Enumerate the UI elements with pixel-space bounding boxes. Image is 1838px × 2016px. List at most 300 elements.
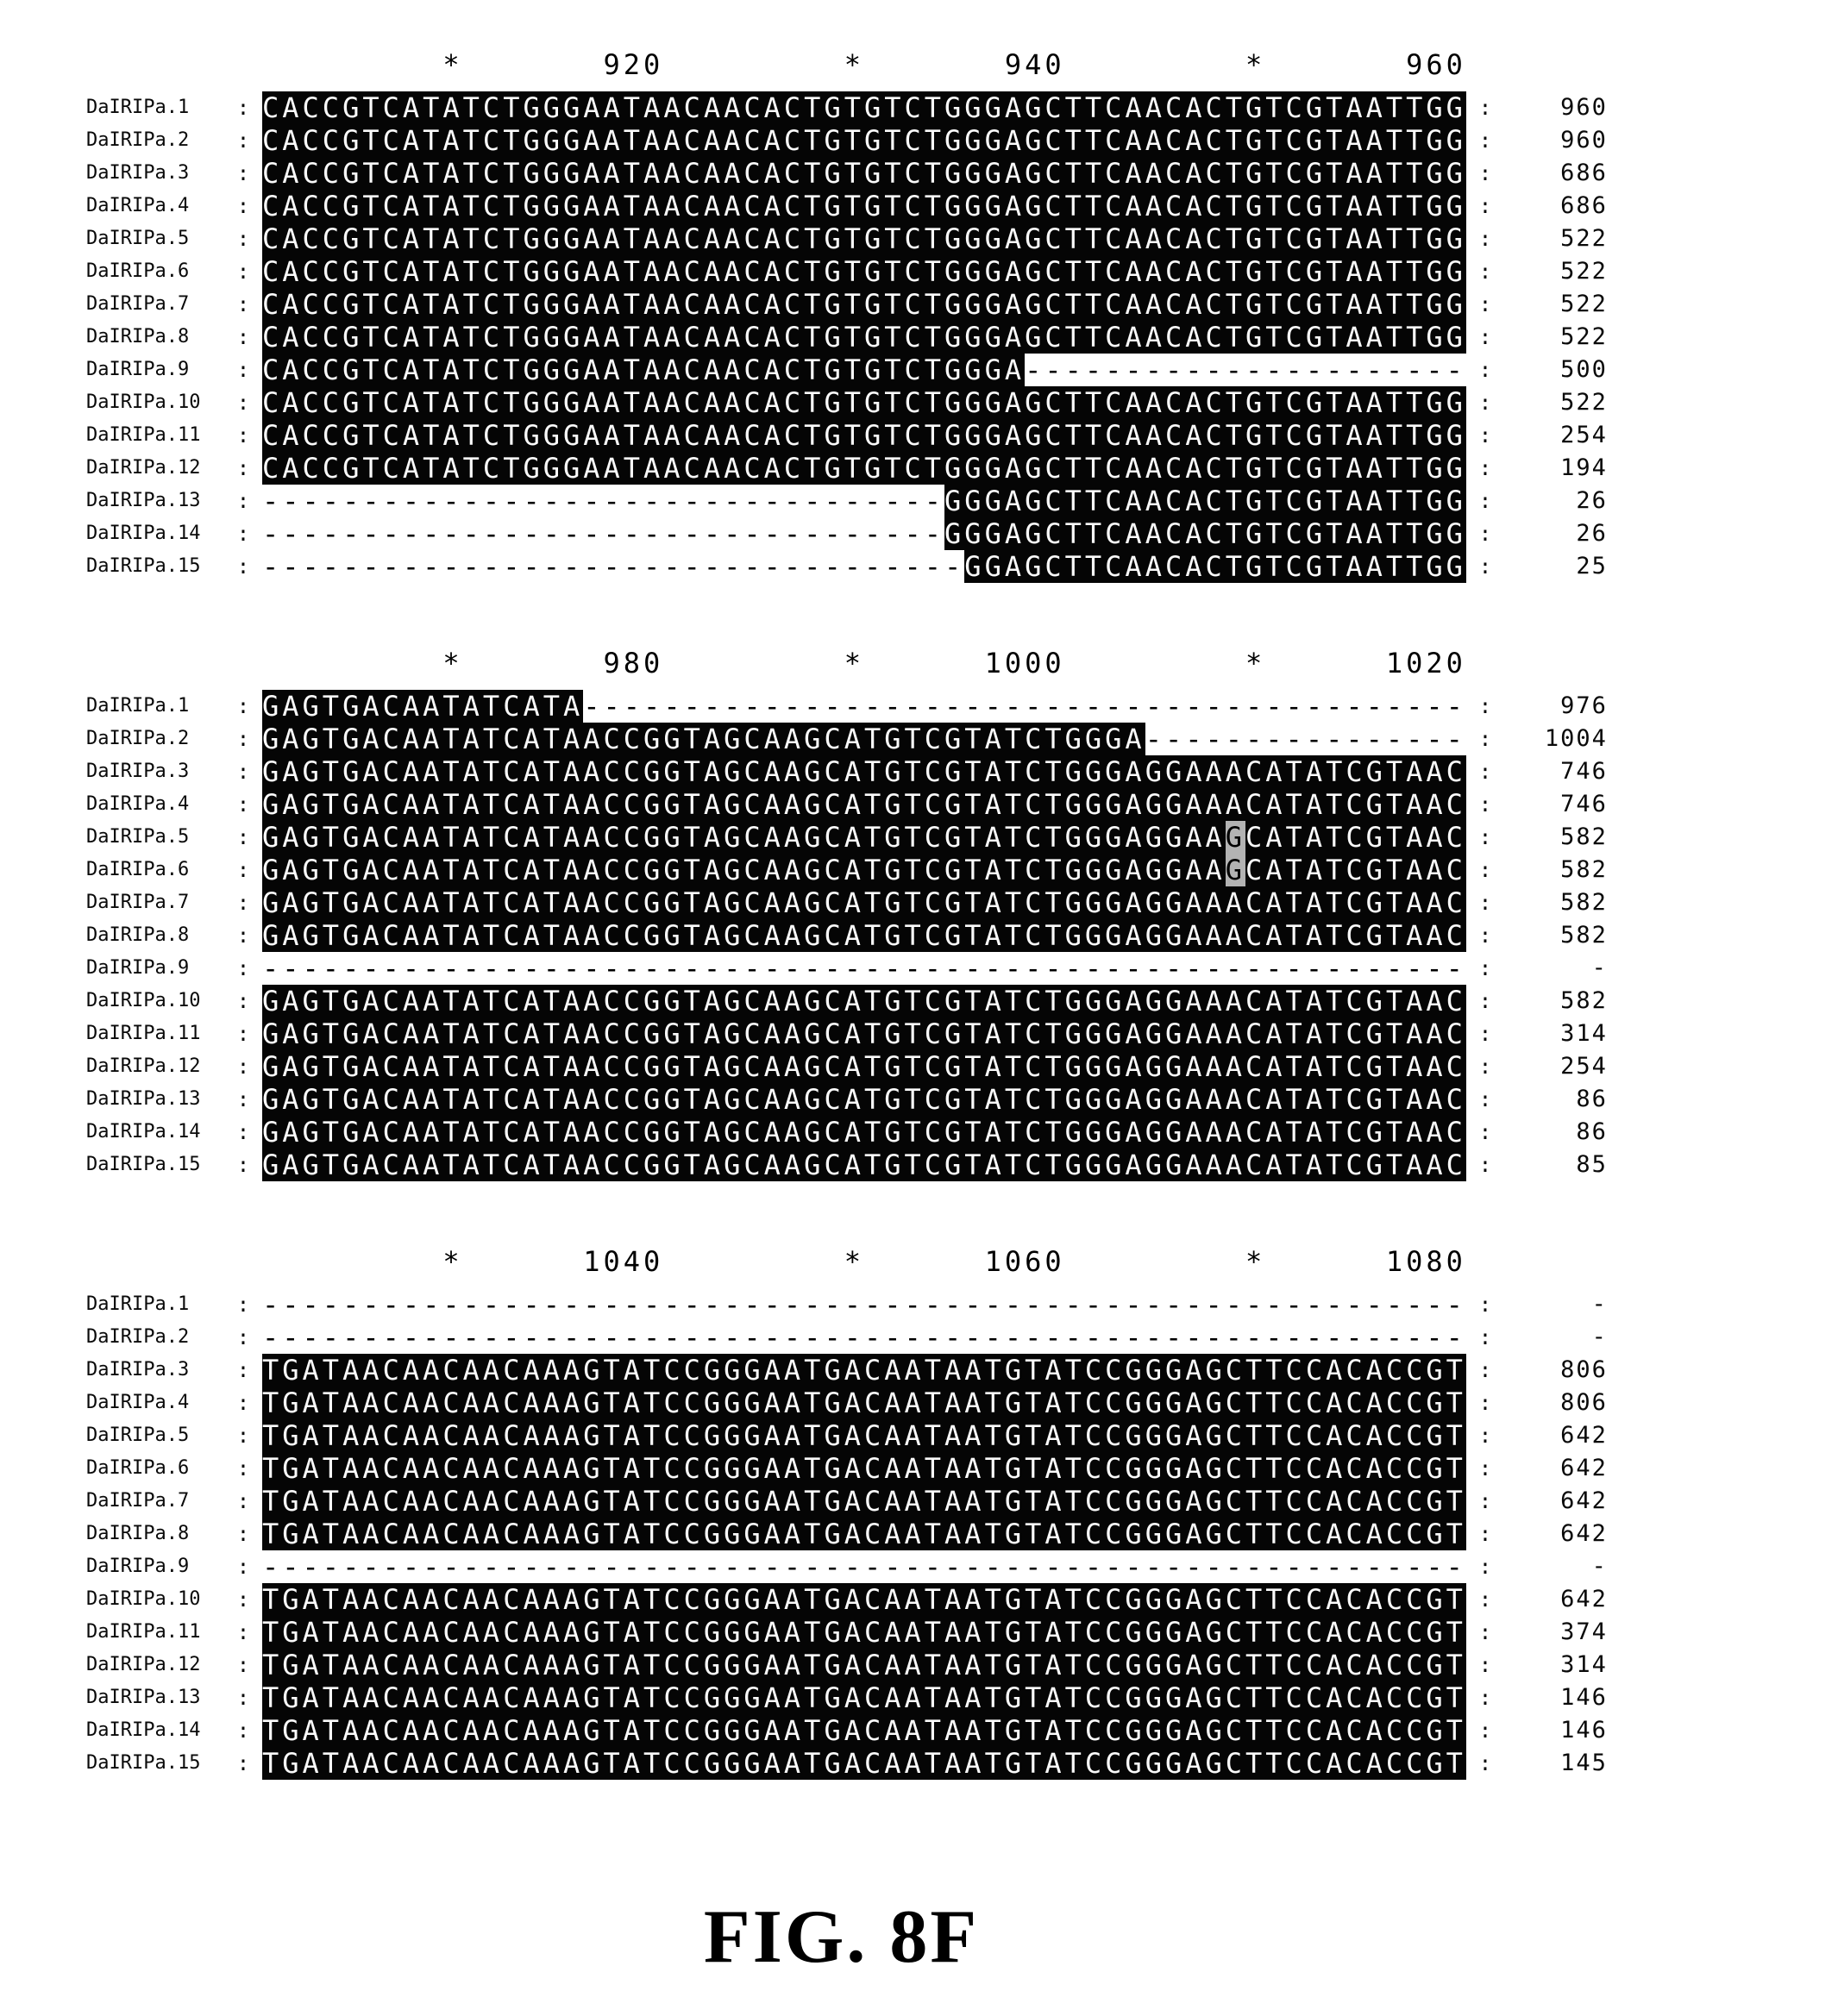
colon-separator: : (1478, 727, 1492, 751)
sequence-cells (262, 91, 1466, 124)
colon-separator: : (1478, 989, 1492, 1013)
colon-separator: : (236, 1120, 250, 1144)
ruler-text: * 1040 * 1060 * 1080 (262, 1245, 1466, 1278)
end-position: 314 (1560, 1651, 1608, 1678)
alignment-row (86, 1452, 1838, 1485)
colon-separator: : (1478, 391, 1492, 415)
end-position: 26 (1576, 520, 1608, 547)
alignment-row (86, 190, 1838, 222)
sequence-label: DaIRIPa.12 (86, 1055, 201, 1077)
end-position: 582 (1560, 889, 1608, 916)
alignment-block-1 (86, 48, 1838, 583)
sequence-label: DaIRIPa.1 (86, 1293, 190, 1315)
sequence-segment-match: TGATAACAACAACAAAGTATCCGGGAATGACAATAATGTATCCGGGAGCTTCCACACCGT (262, 1649, 1466, 1681)
colon-separator: : (236, 489, 250, 513)
sequence-label: DaIRIPa.11 (86, 1023, 201, 1044)
colon-separator: : (1478, 923, 1492, 948)
colon-separator: : (236, 325, 250, 349)
colon-separator: : (236, 227, 250, 251)
sequence-cells (262, 985, 1466, 1017)
colon-separator: : (236, 760, 250, 784)
colon-separator: : (1478, 96, 1492, 120)
sequence-cells (262, 288, 1466, 321)
end-position: 642 (1560, 1455, 1608, 1481)
end-position: 582 (1560, 823, 1608, 850)
end-position: 314 (1560, 1020, 1608, 1047)
sequence-segment-variant: G (1225, 821, 1246, 854)
colon-separator: : (236, 727, 250, 751)
colon-separator: : (1478, 1424, 1492, 1448)
alignment-row (86, 1387, 1838, 1419)
alignment-row (86, 124, 1838, 157)
sequence-segment-match: CACCGTCATATCTGGGAATAACAACACTGTGTCTGGGAGCTTCAACACTGTCGTAATTGG (262, 190, 1466, 222)
sequence-segment-match: CACCGTCATATCTGGGAATAACAACACTGTGTCTGGGAGCTTCAACACTGTCGTAATTGG (262, 419, 1466, 452)
colon-separator: : (236, 1022, 250, 1046)
sequence-cells (262, 788, 1466, 821)
alignment-row (86, 1518, 1838, 1550)
sequence-segment-match: TGATAACAACAACAAAGTATCCGGGAATGACAATAATGTATCCGGGAGCTTCCACACCGT (262, 1354, 1466, 1387)
ruler-separator-spacer (1466, 647, 1504, 679)
colon-separator: : (236, 292, 250, 316)
alignment-row (86, 1681, 1838, 1714)
sequence-segment-match: GAGTGACAATATCATAACCGGTAGCAAGCATGTCGTATCTGGGAGGAAACATATCGTAAC (262, 1050, 1466, 1083)
colon-separator: : (236, 358, 250, 382)
alignment-block-3 (86, 1245, 1838, 1780)
colon-separator: : (1478, 1686, 1492, 1710)
sequence-segment-match: GGAGCTTCAACACTGTCGTAATTGG (964, 550, 1466, 583)
sequence-label: DaIRIPa.5 (86, 1424, 190, 1446)
sequence-segment-gap: ---------------------- (1025, 354, 1466, 386)
position-ruler (86, 1245, 1838, 1278)
alignment-row (86, 886, 1838, 919)
sequence-segment-match: CACCGTCATATCTGGGAATAACAACACTGTGTCTGGGAGCTTCAACACTGTCGTAATTGG (262, 386, 1466, 419)
sequence-segment-match: CACCGTCATATCTGGGAATAACAACACTGTGTCTGGGAGCTTCAACACTGTCGTAATTGG (262, 255, 1466, 288)
colon-separator: : (1478, 1391, 1492, 1415)
alignment-row (86, 1583, 1838, 1616)
alignment-row (86, 517, 1838, 550)
colon-separator: : (1478, 825, 1492, 849)
sequence-segment-match: TGATAACAACAACAAAGTATCCGGGAATGACAATAATGTATCCGGGAGCTTCCACACCGT (262, 1387, 1466, 1419)
sequence-cells (262, 550, 1466, 583)
sequence-cells (262, 485, 1466, 517)
alignment-row (86, 1017, 1838, 1050)
alignment-row (86, 690, 1838, 723)
colon-separator: : (1478, 292, 1492, 316)
colon-separator: : (236, 260, 250, 284)
sequence-cells (262, 1714, 1466, 1747)
end-position: 976 (1560, 692, 1608, 719)
colon-separator: : (1478, 1751, 1492, 1775)
colon-separator: : (236, 554, 250, 579)
alignment-row (86, 1714, 1838, 1747)
ruler-separator-spacer (1466, 48, 1504, 81)
ruler-cells (262, 1245, 1466, 1278)
colon-separator: : (236, 1751, 250, 1775)
colon-separator: : (1478, 792, 1492, 817)
colon-separator: : (236, 1522, 250, 1546)
sequence-label: DaIRIPa.1 (86, 97, 190, 118)
alignment-row (86, 1149, 1838, 1181)
sequence-segment-gap: ----------------------------------- (262, 550, 965, 583)
end-position: 146 (1560, 1717, 1608, 1744)
end-position: 522 (1560, 225, 1608, 252)
end-position: 642 (1560, 1586, 1608, 1612)
figure-caption: FIG. 8F (703, 1895, 980, 1979)
sequence-label: DaIRIPa.11 (86, 1621, 201, 1643)
sequence-label: DaIRIPa.9 (86, 957, 190, 979)
end-position: 642 (1560, 1422, 1608, 1449)
sequence-segment-match: TGATAACAACAACAAAGTATCCGGGAATGACAATAATGTATCCGGGAGCTTCCACACCGT (262, 1616, 1466, 1649)
sequence-segment-match: GAGTGACAATATCATAACCGGTAGCAAGCATGTCGTATCTGGGA (262, 723, 1145, 755)
ruler-cells (262, 48, 1466, 81)
sequence-cells (262, 1649, 1466, 1681)
colon-separator: : (1478, 325, 1492, 349)
colon-separator: : (1478, 423, 1492, 448)
sequence-label: DaIRIPa.2 (86, 1326, 190, 1348)
colon-separator: : (1478, 456, 1492, 480)
sequence-cells (262, 755, 1466, 788)
sequence-cells (262, 1452, 1466, 1485)
sequence-label: DaIRIPa.4 (86, 1392, 190, 1413)
colon-separator: : (1478, 1325, 1492, 1349)
colon-separator: : (1478, 1456, 1492, 1481)
colon-separator: : (1478, 1358, 1492, 1382)
sequence-label: DaIRIPa.2 (86, 129, 190, 151)
end-position: 86 (1576, 1118, 1608, 1145)
colon-separator: : (236, 194, 250, 218)
alignment-row (86, 1550, 1838, 1583)
sequence-cells (262, 255, 1466, 288)
alignment-row (86, 1616, 1838, 1649)
sequence-label: DaIRIPa.14 (86, 1121, 201, 1143)
sequence-label: DaIRIPa.15 (86, 1752, 201, 1774)
alignment-row (86, 419, 1838, 452)
colon-separator: : (1478, 1087, 1492, 1111)
end-position: 25 (1576, 553, 1608, 579)
end-position: 582 (1560, 987, 1608, 1014)
sequence-label: DaIRIPa.7 (86, 892, 190, 913)
alignment-row (86, 485, 1838, 517)
sequence-cells (262, 919, 1466, 952)
colon-separator: : (1478, 891, 1492, 915)
colon-separator: : (1478, 1653, 1492, 1677)
colon-separator: : (1478, 1120, 1492, 1144)
sequence-label: DaIRIPa.4 (86, 195, 190, 216)
alignment-row (86, 321, 1838, 354)
sequence-label: DaIRIPa.13 (86, 490, 201, 511)
colon-separator: : (236, 1293, 250, 1317)
end-position: 960 (1560, 94, 1608, 121)
sequence-segment-match: GGGAGCTTCAACACTGTCGTAATTGG (944, 485, 1466, 517)
sequence-cells (262, 1050, 1466, 1083)
end-position: 254 (1560, 422, 1608, 448)
end-position: 806 (1560, 1356, 1608, 1383)
colon-separator: : (1478, 1719, 1492, 1743)
sequence-label: DaIRIPa.5 (86, 228, 190, 249)
colon-separator: : (236, 792, 250, 817)
end-position: 145 (1560, 1750, 1608, 1776)
sequence-segment-match: TGATAACAACAACAAAGTATCCGGGAATGACAATAATGTATCCGGGAGCTTCCACACCGT (262, 1419, 1466, 1452)
sequence-label: DaIRIPa.8 (86, 1523, 190, 1544)
alignment-row (86, 157, 1838, 190)
end-position: 522 (1560, 291, 1608, 317)
end-position: 686 (1560, 160, 1608, 186)
end-position: 194 (1560, 454, 1608, 481)
position-ruler (86, 647, 1838, 679)
sequence-cells (262, 1747, 1466, 1780)
sequence-segment-match: CACCGTCATATCTGGGAATAACAACACTGTGTCTGGGA (262, 354, 1026, 386)
sequence-label: DaIRIPa.7 (86, 293, 190, 315)
colon-separator: : (236, 989, 250, 1013)
alignment-row (86, 723, 1838, 755)
sequence-label: DaIRIPa.15 (86, 1154, 201, 1175)
colon-separator: : (1478, 260, 1492, 284)
colon-separator: : (236, 858, 250, 882)
sequence-label: DaIRIPa.15 (86, 555, 201, 577)
alignment-row (86, 919, 1838, 952)
sequence-cells (262, 452, 1466, 485)
sequence-cells (262, 1550, 1466, 1583)
colon-separator: : (1478, 694, 1492, 718)
sequence-segment-match: CACCGTCATATCTGGGAATAACAACACTGTGTCTGGGAGCTTCAACACTGTCGTAATTGG (262, 124, 1466, 157)
sequence-cells (262, 321, 1466, 354)
sequence-segment-match: TGATAACAACAACAAAGTATCCGGGAATGACAATAATGTATCCGGGAGCTTCCACACCGT (262, 1485, 1466, 1518)
ruler-cells (262, 647, 1466, 679)
colon-separator: : (236, 694, 250, 718)
sequence-segment-match: TGATAACAACAACAAAGTATCCGGGAATGACAATAATGTATCCGGGAGCTTCCACACCGT (262, 1452, 1466, 1485)
sequence-cells (262, 1017, 1466, 1050)
sequence-segment-match: TGATAACAACAACAAAGTATCCGGGAATGACAATAATGTATCCGGGAGCTTCCACACCGT (262, 1714, 1466, 1747)
alignment-row (86, 1419, 1838, 1452)
ruler-label-spacer (86, 48, 224, 81)
sequence-segment-match: TGATAACAACAACAAAGTATCCGGGAATGACAATAATGTATCCGGGAGCTTCCACACCGT (262, 1583, 1466, 1616)
sequence-cells (262, 386, 1466, 419)
end-position: 582 (1560, 856, 1608, 883)
sequence-label: DaIRIPa.10 (86, 391, 201, 413)
sequence-segment-match: GAGTGACAATATCATAACCGGTAGCAAGCATGTCGTATCTGGGAGGAAACATATCGTAAC (262, 1083, 1466, 1116)
colon-separator: : (236, 1358, 250, 1382)
sequence-segment-match: GAGTGACAATATCATA (262, 690, 584, 723)
colon-separator: : (1478, 956, 1492, 980)
sequence-cells (262, 1616, 1466, 1649)
position-ruler (86, 48, 1838, 81)
sequence-segment-match: TGATAACAACAACAAAGTATCCGGGAATGACAATAATGTATCCGGGAGCTTCCACACCGT (262, 1518, 1466, 1550)
colon-separator: : (1478, 358, 1492, 382)
colon-separator: : (236, 456, 250, 480)
alignment-row (86, 1485, 1838, 1518)
ruler-separator-spacer (224, 647, 262, 679)
colon-separator: : (236, 161, 250, 185)
end-position: 85 (1576, 1151, 1608, 1178)
alignment-row (86, 1747, 1838, 1780)
sequence-cells (262, 1485, 1466, 1518)
sequence-label: DaIRIPa.8 (86, 924, 190, 946)
sequence-label: DaIRIPa.6 (86, 260, 190, 282)
sequence-label: DaIRIPa.10 (86, 990, 201, 1011)
alignment-row (86, 854, 1838, 886)
sequence-cells (262, 222, 1466, 255)
sequence-segment-match: GAGTGACAATATCATAACCGGTAGCAAGCATGTCGTATCTGGGAGGAAACATATCGTAAC (262, 788, 1466, 821)
alignment-row (86, 91, 1838, 124)
colon-separator: : (236, 391, 250, 415)
alignment-block-2 (86, 647, 1838, 1181)
ruler-label-spacer (86, 1245, 224, 1278)
sequence-cells (262, 517, 1466, 550)
sequence-segment-gap: ---------------------------------- (262, 485, 945, 517)
colon-separator: : (1478, 1489, 1492, 1513)
sequence-segment-match: CACCGTCATATCTGGGAATAACAACACTGTGTCTGGGAGCTTCAACACTGTCGTAATTGG (262, 321, 1466, 354)
sequence-segment-match: CACCGTCATATCTGGGAATAACAACACTGTGTCTGGGAGCTTCAACACTGTCGTAATTGG (262, 157, 1466, 190)
ruler-separator-spacer (224, 48, 262, 81)
sequence-label: DaIRIPa.14 (86, 523, 201, 544)
colon-separator: : (1478, 1055, 1492, 1079)
sequence-cells (262, 1321, 1466, 1354)
sequence-label: DaIRIPa.9 (86, 359, 190, 380)
colon-separator: : (236, 1391, 250, 1415)
end-position: 522 (1560, 389, 1608, 416)
sequence-cells (262, 1149, 1466, 1181)
colon-separator: : (236, 1719, 250, 1743)
alignment-row (86, 452, 1838, 485)
colon-separator: : (1478, 1022, 1492, 1046)
alignment-row (86, 788, 1838, 821)
sequence-cells (262, 124, 1466, 157)
end-position: 686 (1560, 192, 1608, 219)
colon-separator: : (1478, 1620, 1492, 1644)
sequence-segment-match: GAGTGACAATATCATAACCGGTAGCAAGCATGTCGTATCTGGGAGGAAACATATCGTAAC (262, 886, 1466, 919)
colon-separator: : (236, 1055, 250, 1079)
alignment-row (86, 755, 1838, 788)
end-position: 522 (1560, 323, 1608, 350)
sequence-cells (262, 190, 1466, 222)
sequence-label: DaIRIPa.4 (86, 793, 190, 815)
colon-separator: : (236, 96, 250, 120)
sequence-cells (262, 690, 1466, 723)
end-position: - (1591, 1553, 1608, 1580)
sequence-cells (262, 354, 1466, 386)
sequence-segment-gap: ---------------------------------- (262, 517, 945, 550)
colon-separator: : (236, 1153, 250, 1177)
alignment-row (86, 354, 1838, 386)
sequence-label: DaIRIPa.2 (86, 728, 190, 749)
sequence-segment-match: GAGTGACAATATCATAACCGGTAGCAAGCATGTCGTATCTGGGAGGAAACATATCGTAAC (262, 755, 1466, 788)
alignment-row (86, 1083, 1838, 1116)
colon-separator: : (236, 522, 250, 546)
colon-separator: : (1478, 489, 1492, 513)
sequence-segment-match: CATATCGTAAC (1245, 854, 1466, 886)
colon-separator: : (1478, 1587, 1492, 1612)
sequence-label: DaIRIPa.12 (86, 1654, 201, 1675)
sequence-label: DaIRIPa.10 (86, 1588, 201, 1610)
sequence-label: DaIRIPa.6 (86, 1457, 190, 1479)
end-position: 746 (1560, 791, 1608, 817)
colon-separator: : (236, 825, 250, 849)
sequence-cells (262, 1083, 1466, 1116)
colon-separator: : (236, 1489, 250, 1513)
sequence-label: DaIRIPa.3 (86, 1359, 190, 1381)
sequence-label: DaIRIPa.1 (86, 695, 190, 717)
end-position: 500 (1560, 356, 1608, 383)
sequence-segment-match: CACCGTCATATCTGGGAATAACAACACTGTGTCTGGGAGCTTCAACACTGTCGTAATTGG (262, 91, 1466, 124)
sequence-label: DaIRIPa.14 (86, 1719, 201, 1741)
sequence-segment-gap: -------------------------------------------- (583, 690, 1466, 723)
alignment-row (86, 550, 1838, 583)
sequence-segment-match: GAGTGACAATATCATAACCGGTAGCAAGCATGTCGTATCTGGGAGGAAACATATCGTAAC (262, 985, 1466, 1017)
sequence-segment-gap: ------------------------------------------------------------ (262, 1550, 1466, 1583)
sequence-segment-match: CATATCGTAAC (1245, 821, 1466, 854)
alignment-row (86, 255, 1838, 288)
ruler-separator-spacer (224, 1245, 262, 1278)
alignment-row (86, 1050, 1838, 1083)
end-position: - (1591, 1324, 1608, 1350)
sequence-label: DaIRIPa.3 (86, 761, 190, 782)
colon-separator: : (1478, 1293, 1492, 1317)
alignment-row (86, 1354, 1838, 1387)
sequence-label: DaIRIPa.3 (86, 162, 190, 184)
end-position: 806 (1560, 1389, 1608, 1416)
ruler-number-spacer (1504, 1245, 1608, 1278)
end-position: - (1591, 1291, 1608, 1318)
sequence-segment-variant: G (1225, 854, 1246, 886)
ruler-text: * 980 * 1000 * 1020 (262, 647, 1466, 679)
colon-separator: : (1478, 1522, 1492, 1546)
alignment-row (86, 1649, 1838, 1681)
ruler-separator-spacer (1466, 1245, 1504, 1278)
colon-separator: : (236, 1424, 250, 1448)
end-position: 582 (1560, 922, 1608, 949)
colon-separator: : (1478, 1153, 1492, 1177)
end-position: 146 (1560, 1684, 1608, 1711)
sequence-cells (262, 952, 1466, 985)
sequence-segment-match: TGATAACAACAACAAAGTATCCGGGAATGACAATAATGTATCCGGGAGCTTCCACACCGT (262, 1681, 1466, 1714)
sequence-segment-match: GAGTGACAATATCATAACCGGTAGCAAGCATGTCGTATCTGGGAGGAA (262, 854, 1226, 886)
end-position: - (1591, 955, 1608, 981)
sequence-segment-match: GAGTGACAATATCATAACCGGTAGCAAGCATGTCGTATCTGGGAGGAAACATATCGTAAC (262, 1017, 1466, 1050)
ruler-text: * 920 * 940 * 960 (262, 48, 1466, 81)
colon-separator: : (1478, 1555, 1492, 1579)
sequence-segment-gap: ------------------------------------------------------------ (262, 952, 1466, 985)
sequence-segment-gap: ---------------- (1145, 723, 1466, 755)
end-position: 26 (1576, 487, 1608, 514)
sequence-segment-match: GAGTGACAATATCATAACCGGTAGCAAGCATGTCGTATCTGGGAGGAAACATATCGTAAC (262, 1149, 1466, 1181)
colon-separator: : (236, 1620, 250, 1644)
sequence-segment-match: TGATAACAACAACAAAGTATCCGGGAATGACAATAATGTATCCGGGAGCTTCCACACCGT (262, 1747, 1466, 1780)
sequence-label: DaIRIPa.13 (86, 1687, 201, 1708)
sequence-segment-match: GAGTGACAATATCATAACCGGTAGCAAGCATGTCGTATCTGGGAGGAAACATATCGTAAC (262, 1116, 1466, 1149)
ruler-label-spacer (86, 647, 224, 679)
colon-separator: : (236, 423, 250, 448)
end-position: 642 (1560, 1487, 1608, 1514)
sequence-segment-match: GAGTGACAATATCATAACCGGTAGCAAGCATGTCGTATCTGGGAGGAA (262, 821, 1226, 854)
alignment-row (86, 821, 1838, 854)
sequence-segment-match: GAGTGACAATATCATAACCGGTAGCAAGCATGTCGTATCTGGGAGGAAACATATCGTAAC (262, 919, 1466, 952)
colon-separator: : (1478, 194, 1492, 218)
sequence-label: DaIRIPa.7 (86, 1490, 190, 1512)
colon-separator: : (1478, 554, 1492, 579)
sequence-segment-match: GGGAGCTTCAACACTGTCGTAATTGG (944, 517, 1466, 550)
colon-separator: : (236, 1325, 250, 1349)
sequence-label: DaIRIPa.5 (86, 826, 190, 848)
colon-separator: : (1478, 760, 1492, 784)
colon-separator: : (236, 923, 250, 948)
colon-separator: : (236, 1555, 250, 1579)
alignment-row (86, 1288, 1838, 1321)
sequence-label: DaIRIPa.8 (86, 326, 190, 347)
alignment-row (86, 1116, 1838, 1149)
end-position: 960 (1560, 127, 1608, 153)
sequence-cells (262, 419, 1466, 452)
sequence-label: DaIRIPa.13 (86, 1088, 201, 1110)
